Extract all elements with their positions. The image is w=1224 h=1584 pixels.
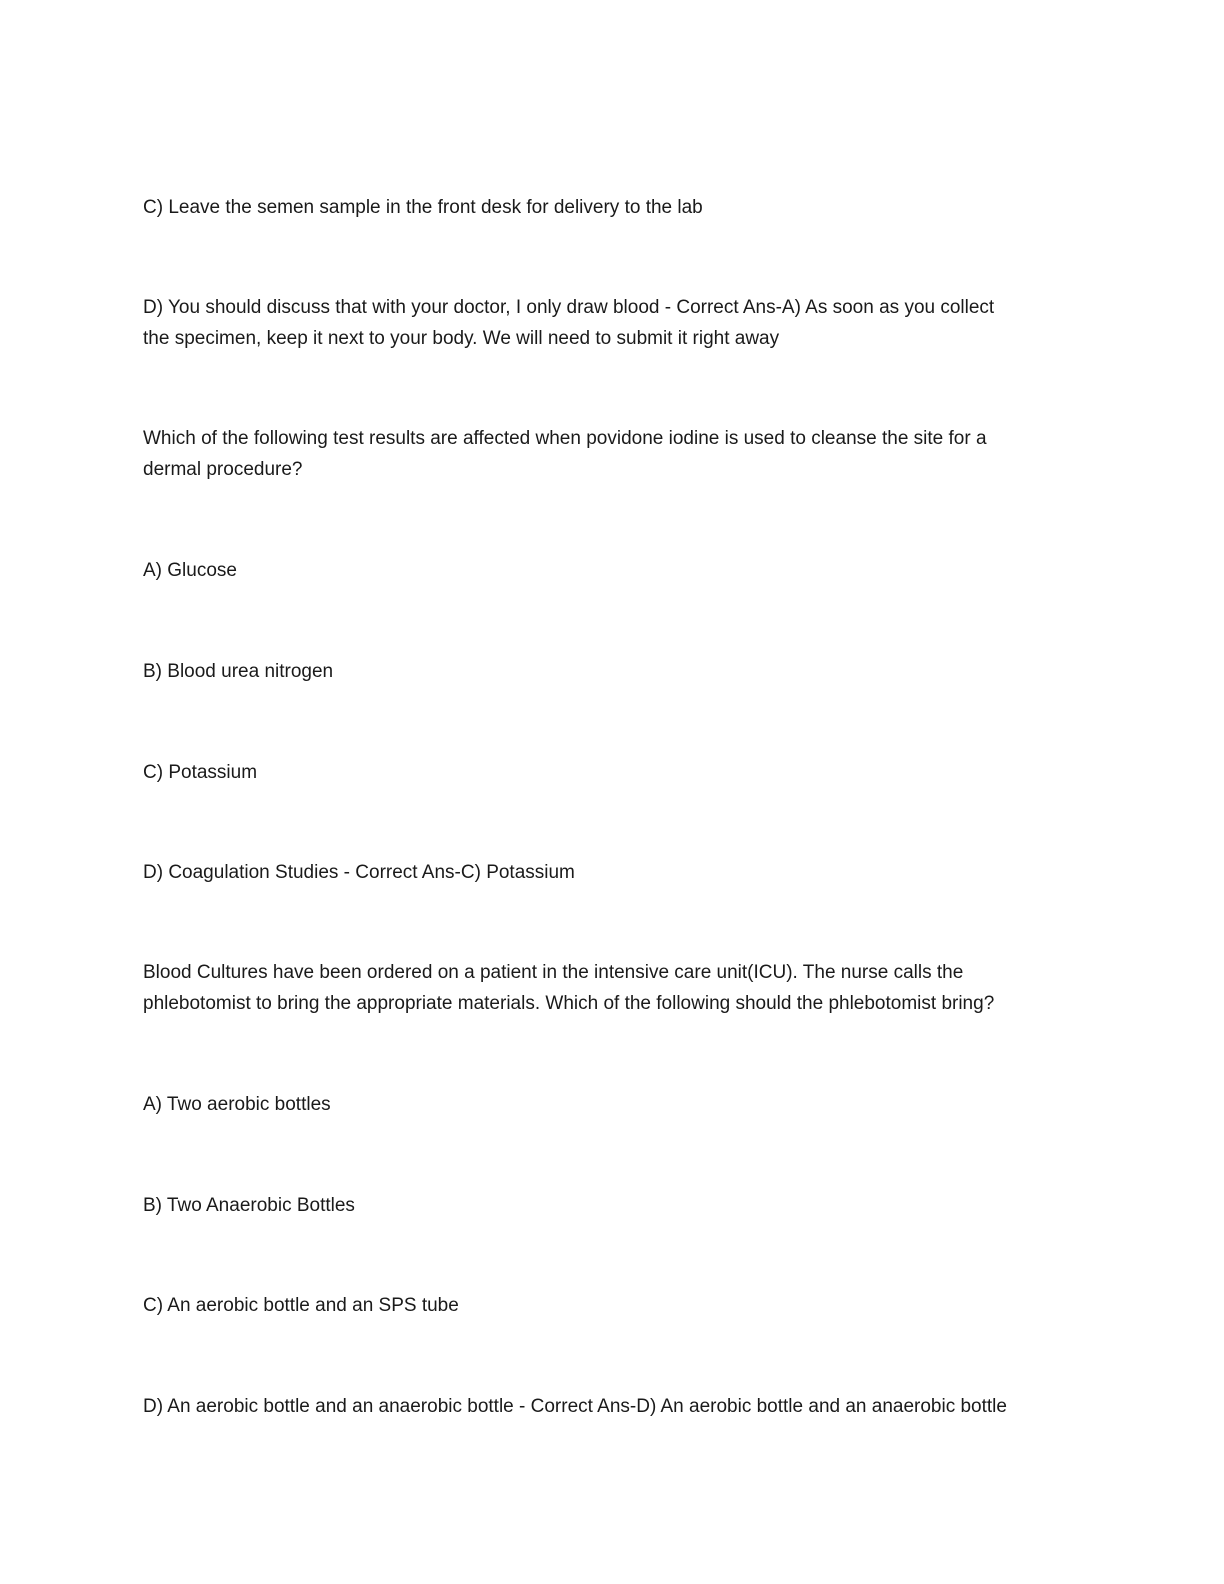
answer-option-b-anaerobic-bottles xyxy=(143,1190,1083,1221)
text-line: Which of the following test results are affected when povidone iodine is used to cleanse the site for a xyxy=(143,428,987,449)
answer-option-c-semen-sample xyxy=(143,192,1083,223)
answer-option-b-bun xyxy=(143,656,1083,687)
text-line: C) Leave the semen sample in the front desk for delivery to the lab xyxy=(143,197,703,218)
text-line: dermal procedure? xyxy=(143,459,303,480)
text-line: phlebotomist to bring the appropriate materials. Which of the following should the phlebotomist bring? xyxy=(143,993,995,1014)
answer-option-d-with-correct-answer xyxy=(143,292,1083,354)
text-line: B) Two Anaerobic Bottles xyxy=(143,1195,355,1216)
answer-option-d-aerobic-anaerobic-with-correct-answer xyxy=(143,1391,1083,1422)
text-line: D) You should discuss that with your doctor, I only draw blood - Correct Ans-A) As soon as you collect xyxy=(143,297,995,318)
answer-option-c-potassium xyxy=(143,757,1083,788)
text-line: the specimen, keep it next to your body. We will need to submit it right away xyxy=(143,328,780,349)
text-line: A) Two aerobic bottles xyxy=(143,1094,331,1115)
text-line: D) Coagulation Studies - Correct Ans-C) Potassium xyxy=(143,862,575,883)
question-povidone-iodine xyxy=(143,423,1083,485)
text-line: C) Potassium xyxy=(143,762,258,783)
answer-option-d-coagulation-with-correct-answer xyxy=(143,857,1083,888)
text-line: Blood Cultures have been ordered on a patient in the intensive care unit(ICU). The nurse calls the xyxy=(143,962,964,983)
answer-option-a-aerobic-bottles xyxy=(143,1089,1083,1120)
text-line: A) Glucose xyxy=(143,560,237,581)
answer-option-c-sps-tube xyxy=(143,1290,1083,1321)
text-line: D) An aerobic bottle and an anaerobic bottle - Correct Ans-D) An aerobic bottle and an anaerobic bottle xyxy=(143,1396,1007,1417)
text-line: B) Blood urea nitrogen xyxy=(143,661,334,682)
text-line: C) An aerobic bottle and an SPS tube xyxy=(143,1295,459,1316)
question-blood-cultures xyxy=(143,957,1083,1019)
answer-option-a-glucose xyxy=(143,555,1083,586)
